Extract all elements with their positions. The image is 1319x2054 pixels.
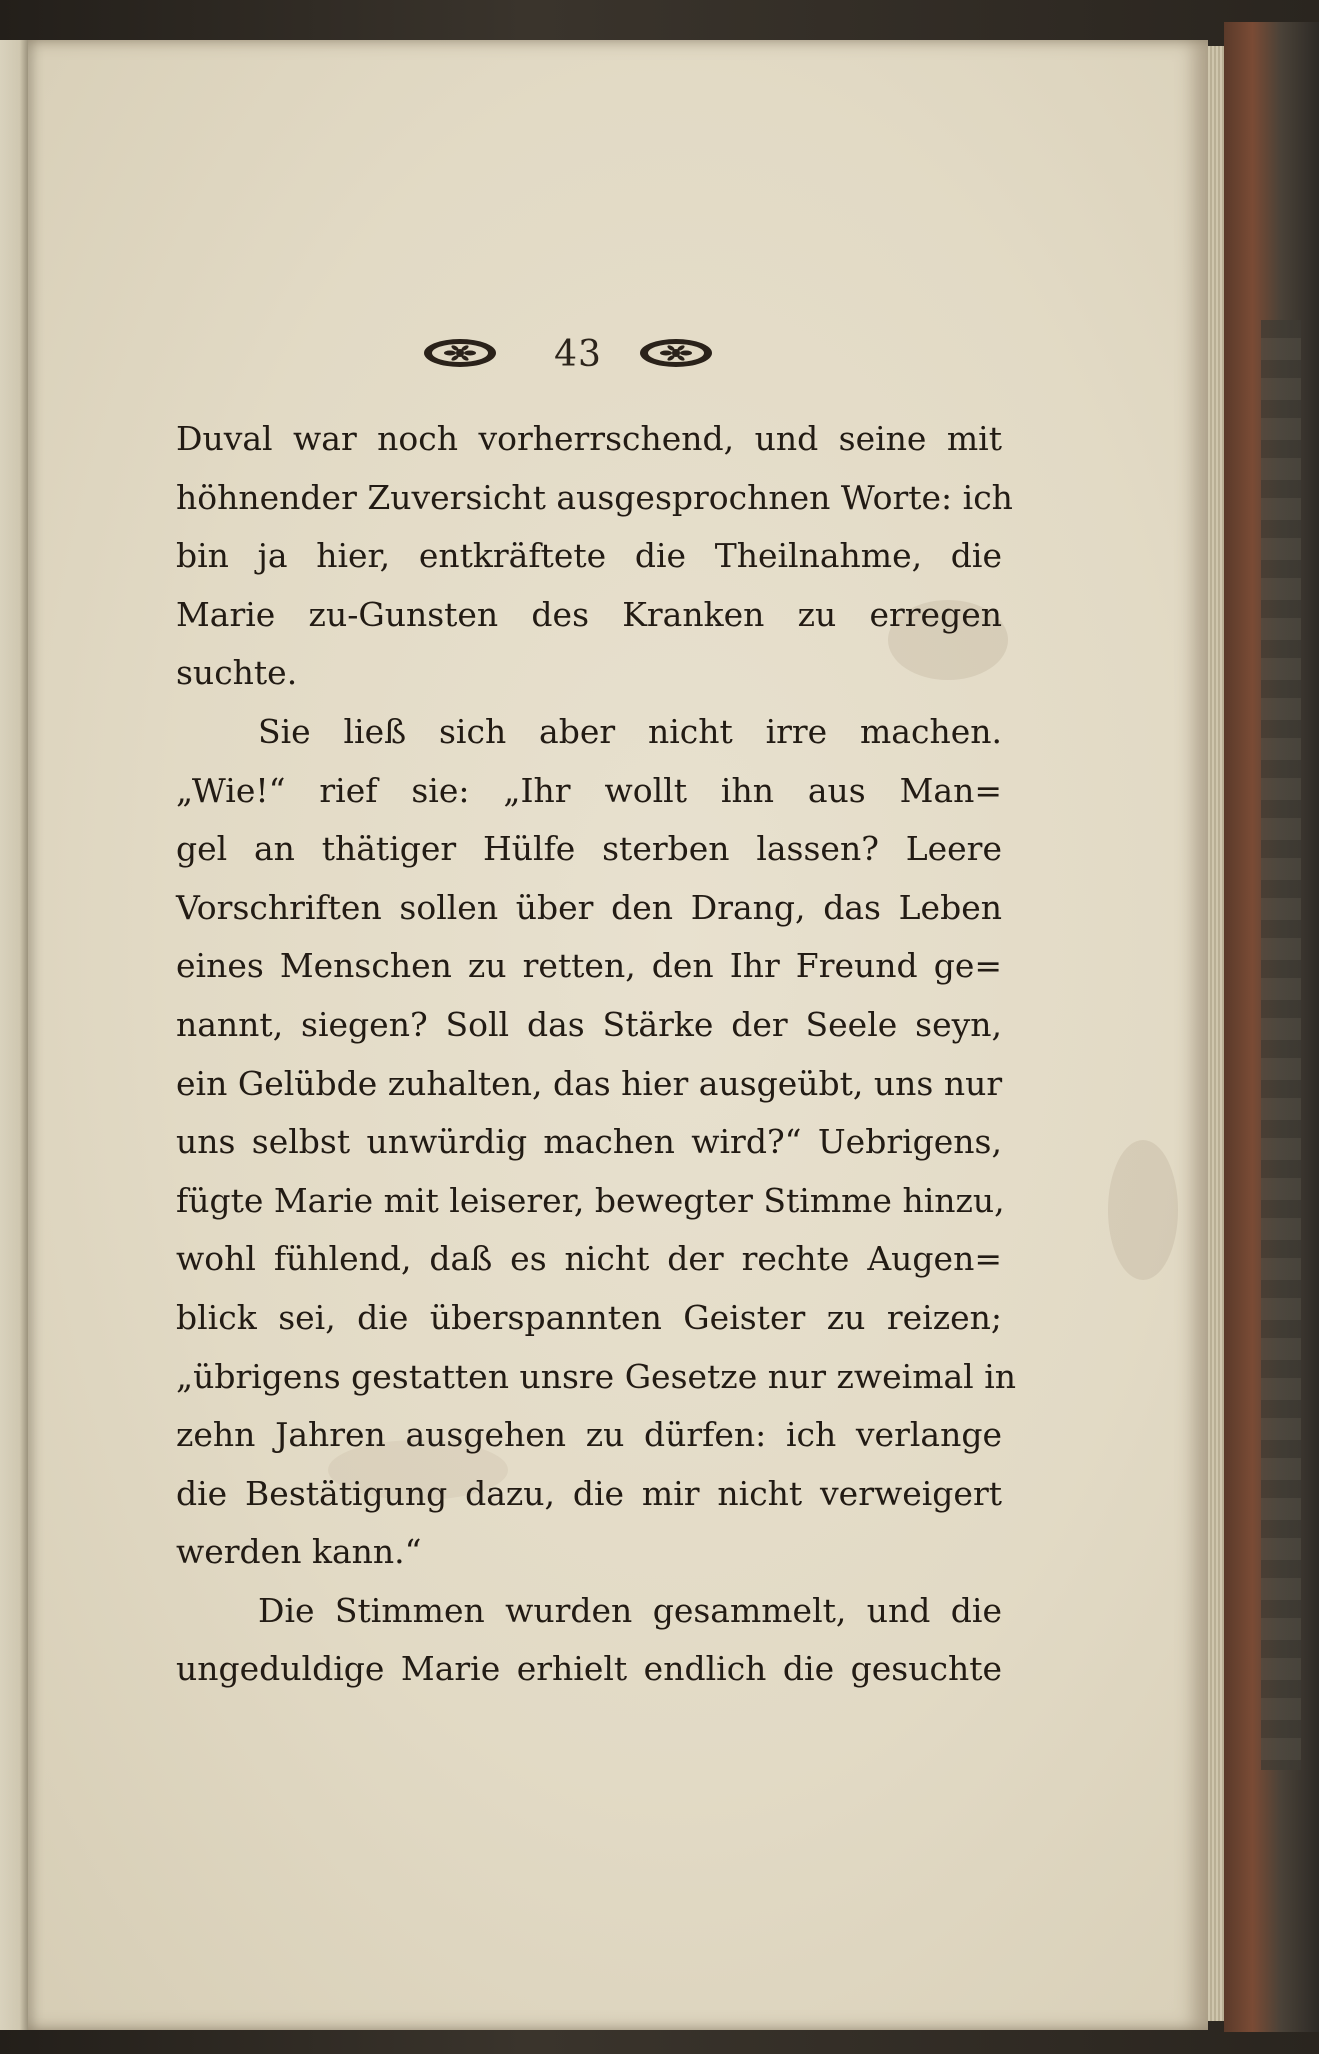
text-line: werden kann.“ [176,1532,422,1572]
body-text [176,410,1017,1699]
text-line: höhnender Zuversicht ausgesprochnen Worte: ich [176,477,1013,517]
text-line: nannt, siegen? Soll das Stärke der Seele seyn, [176,1004,1002,1044]
text-line: Vorschriften sollen über den Drang, das Leben [176,887,1002,927]
left-page-edge [0,40,28,2030]
text-line: uns selbst unwürdig machen wird?“ Uebrigens, [176,1122,1002,1162]
text-line: „übrigens gestatten unsre Gesetze nur zweimal in [176,1356,1017,1396]
text-line: Marie zu-Gunsten des Kranken zu erregen [176,594,1002,634]
book-page [28,40,1208,2030]
text-line: Sie ließ sich aber nicht irre machen. [258,711,1002,751]
text-line: eines Menschen zu retten, den Ihr Freund ge= [176,946,1002,986]
text-line: fügte Marie mit leiserer, bewegter Stimme hinzu, [176,1180,1005,1220]
text-line: blick sei, die überspannten Geister zu reizen; [176,1297,1002,1337]
page-stack-edges [1208,46,1224,2021]
text-line: zehn Jahren ausgehen zu dürfen: ich verlange [176,1415,1002,1455]
text-line: „Wie!“ rief sie: „Ihr wollt ihn aus Man= [176,770,1002,810]
page-number: 43 [554,334,602,375]
page-header [28,334,1208,380]
text-line: wohl fühlend, daß es nicht der rechte Augen= [176,1239,1002,1279]
text-line: die Bestätigung dazu, die mir nicht verweigert [176,1473,1002,1513]
text-line: gel an thätiger Hülfe sterben lassen? Leere [176,829,1002,869]
paper-stain [1108,1140,1178,1280]
text-line: Duval war noch vorherrschend, und seine mit [176,419,1002,458]
rosette-ornament-left-icon [422,336,498,370]
text-line: ein Gelübde zuhalten, das hier ausgeübt, uns nur [176,1063,1003,1103]
cover-wear-texture [1261,320,1301,1770]
text-line: Die Stimmen wurden gesammelt, und die [258,1590,1002,1630]
text-line: ungeduldige Marie erhielt endlich die gesuchte [176,1649,1002,1689]
text-line: suchte. [176,653,298,693]
text-line: bin ja hier, entkräftete die Theilnahme, die [176,536,1002,576]
rosette-ornament-right-icon [638,336,714,370]
